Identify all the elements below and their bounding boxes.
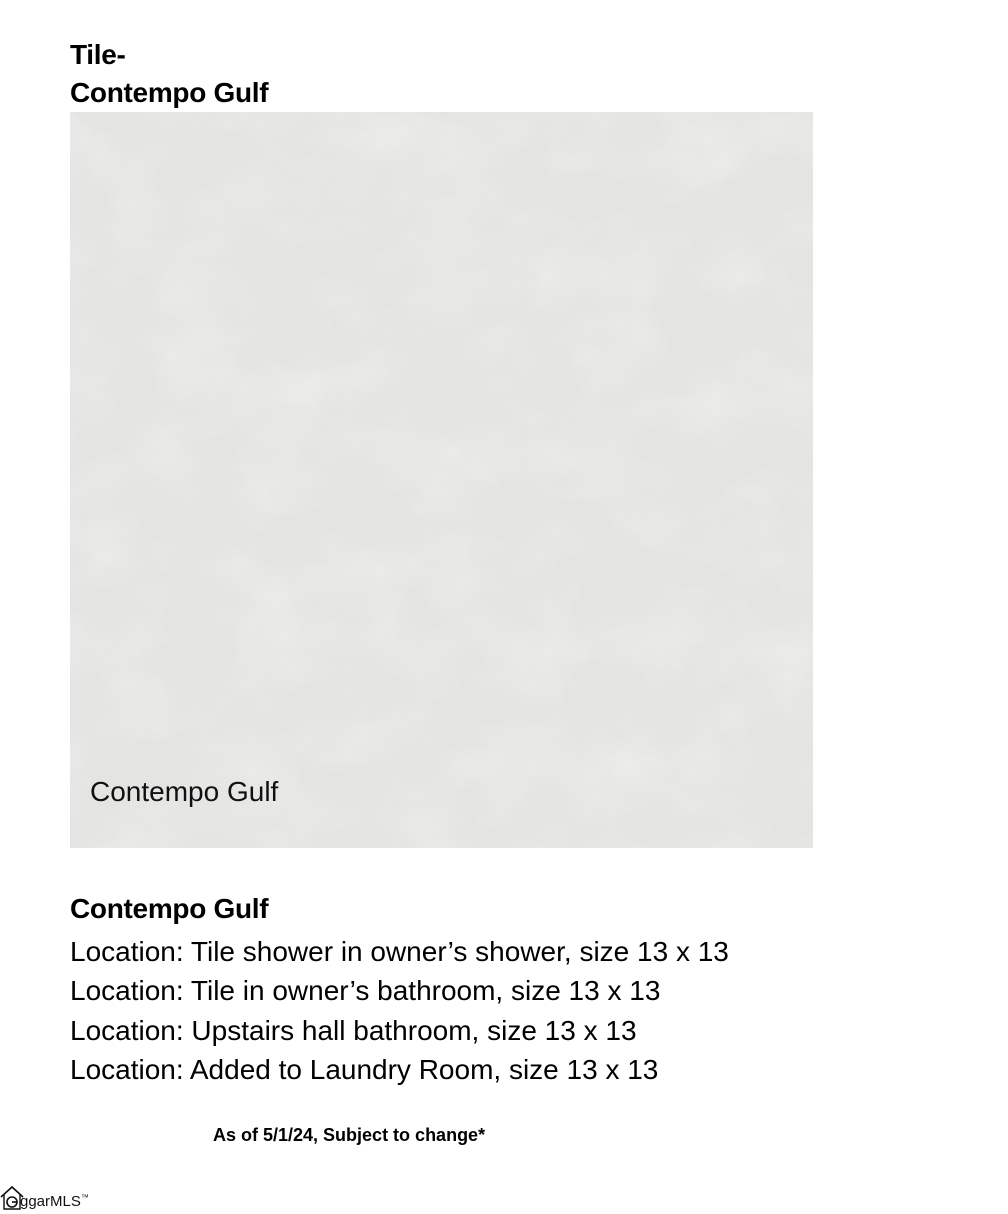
mls-logo — [0, 1183, 110, 1213]
tile-swatch-image — [70, 112, 813, 848]
page-title-line-1: Tile- — [70, 39, 126, 70]
trademark-symbol: ™ — [80, 1193, 89, 1202]
tile-texture — [70, 112, 813, 848]
location-list — [70, 932, 970, 1089]
location-item: Location: Tile shower in owner’s shower, size 13 x 13 — [70, 936, 729, 967]
logo-text: ggarMLS — [20, 1193, 81, 1210]
location-item: Location: Upstairs hall bathroom, size 13 x 13 — [70, 1014, 637, 1046]
swatch-caption: Contempo Gulf — [90, 776, 279, 807]
footnote-disclaimer: As of 5/1/24, Subject to change* — [213, 1125, 486, 1145]
location-item: Location: Added to Laundry Room, size 13 x 13 — [70, 1053, 659, 1085]
details-heading: Contempo Gulf — [70, 893, 269, 924]
location-item: Location: Tile in owner’s bathroom, size 13 x 13 — [70, 975, 661, 1007]
tile-details — [70, 893, 970, 1089]
page-title-line-2: Contempo Gulf — [70, 77, 269, 108]
